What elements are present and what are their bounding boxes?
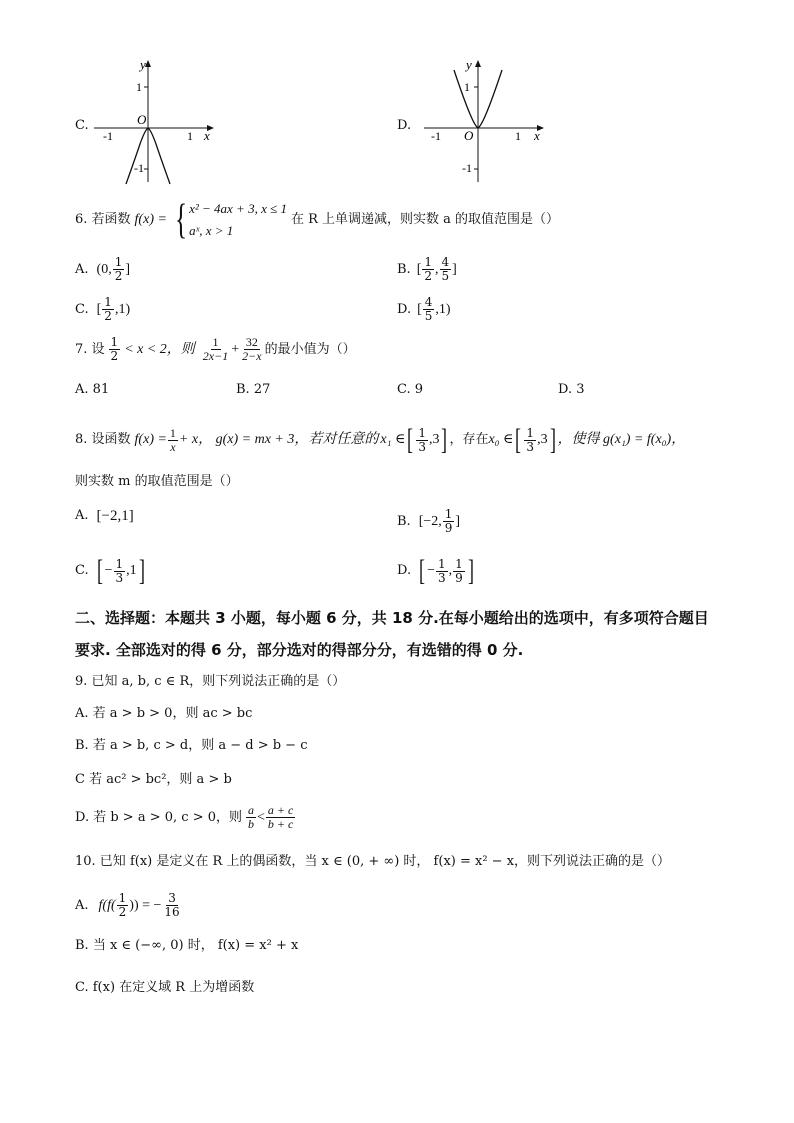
- q8-option-c: C. [ − $\frac{1}{3}$ ,1 ]: [75, 554, 145, 587]
- q6-option-b: B. [ $\frac{1}{2}$ , $\frac{4}{5}$ ]: [397, 255, 457, 283]
- q6-fx: f(x) =: [134, 212, 167, 227]
- q9-d-text: D. 若 b > a > 0, c > 0，则: [75, 809, 242, 825]
- tick-y1-c: 1: [136, 80, 142, 94]
- q8-line1-exist: ，存在: [449, 432, 489, 447]
- question-7-stem: 7. 设 $\frac{1}{2}$ < x < 2，则 $\frac{1}{2x-1}$ + $\frac{32}{2-x}$ 的最小值为（）: [75, 335, 356, 363]
- q6-case1: x² − 4ax + 3, x ≤ 1: [189, 201, 287, 216]
- q7-option-d: D. 3: [558, 382, 585, 397]
- section-2-heading-line1: 二、选择题：本题共 3 小题，每小题 6 分，共 18 分.在每小题给出的选项中，有多项符合题目: [75, 609, 709, 627]
- q6-case2: aˣ, x > 1: [189, 223, 234, 238]
- q7-option-a: A. 81: [75, 382, 110, 397]
- q7-tail: 的最小值为（）: [264, 341, 356, 357]
- q7-option-b: B. 27: [236, 382, 271, 397]
- axis-y-label-d: y: [466, 57, 472, 72]
- tick-xneg1-c: -1: [103, 129, 113, 143]
- graph-c-label: C.: [75, 118, 89, 133]
- tick-yneg1-c: -1: [134, 161, 144, 175]
- q8-line1-end: ，使得 g(x₁) = f(x₀)，: [557, 432, 686, 447]
- section-2-heading-line2: 要求. 全部选对的得 6 分，部分选对的得部分分，有选错的得 0 分.: [75, 641, 524, 659]
- tick-yneg1-d: -1: [462, 161, 472, 175]
- q8-line1-mid: ， g(x) = mx + 3，若对任意的: [198, 432, 379, 447]
- q8-line2: 则实数 m 的取值范围是（）: [75, 474, 239, 489]
- tick-x1-d: 1: [515, 129, 521, 143]
- q6-number: 6. 若函数: [75, 212, 131, 227]
- graph-c: [88, 56, 218, 188]
- origin-label-c: O: [137, 112, 147, 127]
- q7-condition: < x < 2，则: [124, 341, 195, 357]
- q9-option-b: B. 若 a > b, c > d，则 a − d > b − c: [75, 738, 308, 753]
- q7-option-c: C. 9: [397, 382, 424, 397]
- q9-option-d: D. 若 b > a > 0, c > 0，则 $\frac{a}{b}$ < $\frac{a + c}{b + c}$: [75, 803, 294, 831]
- q9-option-a: A. 若 a > b > 0，则 ac > bc: [75, 706, 253, 721]
- q6-option-a: A. (0, $\frac{1}{2}$ ]: [75, 255, 131, 283]
- question-9-stem: 9. 已知 a, b, c ∈ R，则下列说法正确的是（）: [75, 674, 346, 689]
- q10-option-c: C. f(x) 在定义域 R 上为增函数: [75, 980, 255, 995]
- origin-label-d: O: [464, 128, 474, 143]
- q10-option-b: B. 当 x ∈ (−∞, 0) 时， f(x) = x² + x: [75, 938, 299, 953]
- q8-option-d: D. [ − $\frac{1}{3}$ , $\frac{1}{9}$ ]: [397, 554, 474, 587]
- tick-xneg1-d: -1: [431, 129, 441, 143]
- q10-option-a: A. f(f( $\frac{1}{2}$ )) = − $\frac{3}{16}$: [75, 891, 180, 919]
- q6-option-c: C. [ $\frac{1}{2}$ ,1): [75, 295, 131, 323]
- graph-d: [418, 56, 548, 188]
- tick-y1-d: 1: [464, 80, 470, 94]
- question-10-stem: 10. 已知 f(x) 是定义在 R 上的偶函数，当 x ∈ (0, + ∞) 时， f(x) = x² − x，则下列说法正确的是（）: [75, 854, 671, 869]
- q6-option-d: D. [ $\frac{4}{5}$ ,1): [397, 295, 451, 323]
- question-8-stem: 8. 设函数 f(x) = $\frac{1}{x}$ + x ， g(x) = mx + 3，若对任意的 x₁ ∈ [ $\frac{1}{3}$ ,3 ] ，存在 x₀ ∈ [ $\frac{1}{3}$ ,3 ] ，使得 g(x₁) = f(x₀)，: [75, 423, 686, 456]
- q8-option-a: A. [−2,1]: [75, 508, 134, 524]
- axis-y-label-c: y: [140, 57, 146, 72]
- q8-option-b: B. [−2, $\frac{1}{9}$ ]: [397, 507, 461, 535]
- question-6-stem: 6. 若函数 f(x) = { x² − 4ax + 3, x ≤ 1 aˣ, x > 1 在 R 上单调递减，则实数 a 的取值范围是（）: [75, 197, 560, 243]
- q6-tail: 在 R 上单调递减，则实数 a 的取值范围是（）: [290, 212, 560, 227]
- tick-x1-c: 1: [187, 129, 193, 143]
- q7-number: 7. 设: [75, 341, 105, 357]
- axis-x-label-d: x: [534, 128, 540, 143]
- q8-number: 8. 设函数: [75, 432, 131, 447]
- graph-d-label: D.: [397, 118, 412, 133]
- q9-option-c: C 若 ac² > bc²，则 a > b: [75, 772, 232, 787]
- axis-x-label-c: x: [204, 128, 210, 143]
